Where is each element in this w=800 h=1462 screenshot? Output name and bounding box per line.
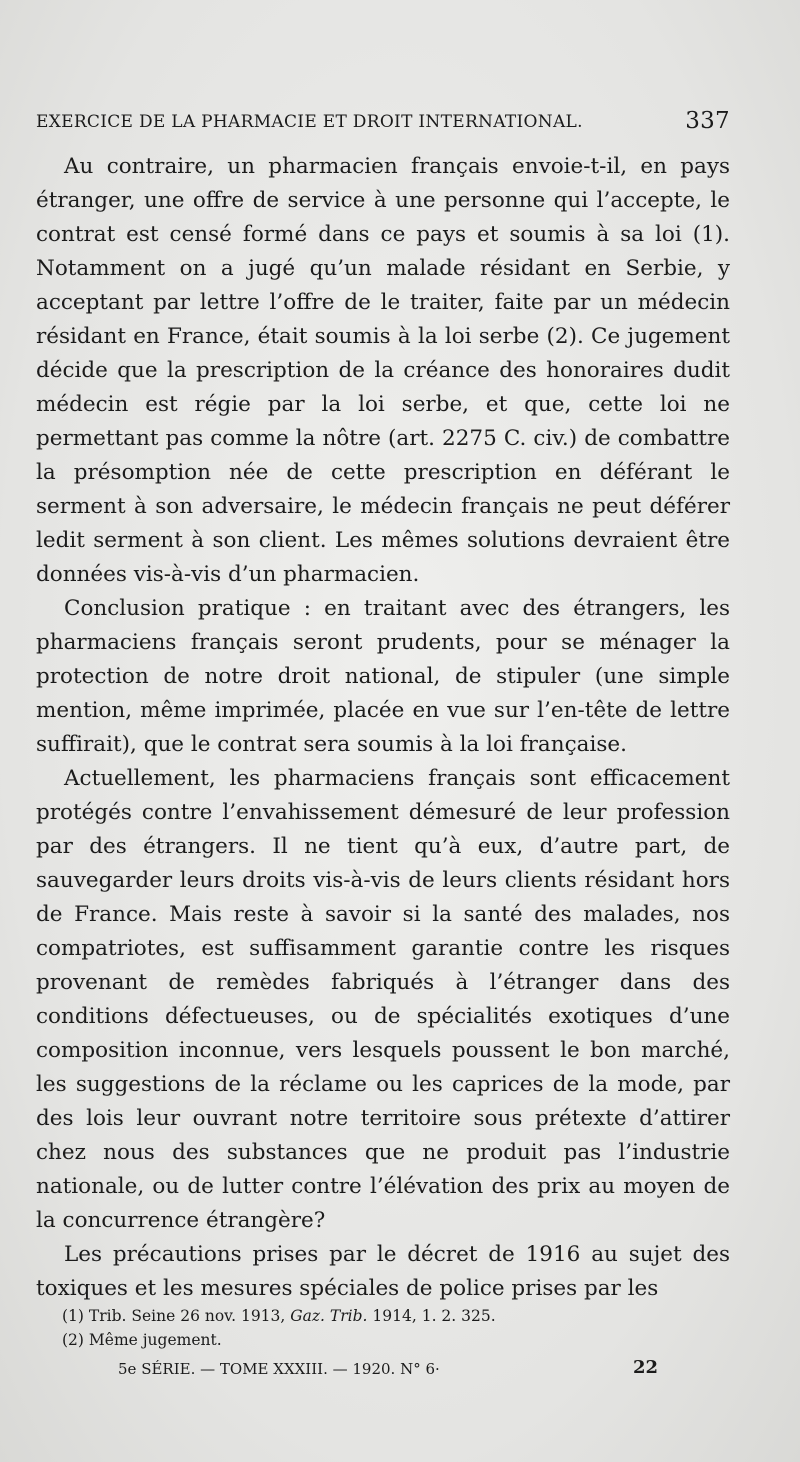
page-footer bbox=[118, 1357, 658, 1378]
footnote-journal: Gaz. Trib. bbox=[290, 1307, 368, 1325]
footnote bbox=[62, 1328, 730, 1352]
running-title: EXERCICE DE LA PHARMACIE ET DROIT INTERNATIONAL. bbox=[36, 112, 583, 132]
footnote-marker: (1) bbox=[62, 1307, 84, 1325]
footnotes bbox=[62, 1304, 730, 1352]
series-line: 5e SÉRIE. — TOME XXXIII. — 1920. N° 6· bbox=[118, 1360, 440, 1378]
paragraph: Les précautions prises par le décret de 1916 au sujet des toxiques et les mesures spéciales de police prises par les bbox=[36, 1242, 730, 1301]
body-text bbox=[36, 150, 730, 1306]
footnote-marker: (2) bbox=[62, 1331, 84, 1349]
footnote-text: Même jugement. bbox=[88, 1331, 222, 1349]
page-number: 337 bbox=[685, 108, 730, 134]
running-header bbox=[36, 108, 730, 134]
footnote-text: Trib. Seine 26 nov. 1913, bbox=[88, 1307, 286, 1325]
paragraph: Au contraire, un pharmacien français envoie-t-il, en pays étranger, une offre de service à une personne qui l’accepte, le contrat est censé formé dans ce pays et soumis à sa loi (1). Notamment on a jugé qu’un malade résidant en Serbie, y acceptant par lettre l’offre de le traiter, faite par un médecin résidant en France, était soumis à la loi serbe (2). Ce jugement décide que la prescription de la créance des honoraires dudit médecin est régie par la loi serbe, et que, cette loi ne permettant pas comme la nôtre (art. 2275 C. civ.) de combattre la présomption née de cette prescription en déférant le serment à son adversaire, le médecin français ne peut déférer ledit serment à son client. Les mêmes solutions devraient être données vis-à-vis d’un pharmacien. bbox=[36, 154, 730, 587]
paragraph: Actuellement, les pharmaciens français sont efficacement protégés contre l’envahissement démesuré de leur profession par des étrangers. Il ne tient qu’à eux, d’autre part, de sauvegarder leurs droits vis-à-vis de leurs clients résidant hors de France. Mais reste à savoir si la santé des malades, nos compatriotes, est suffisamment garantie contre les risques provenant de remèdes fabriqués à l’étranger dans des conditions défectueuses, ou de spécialités exotiques d’une composition inconnue, vers lesquels poussent le bon marché, les suggestions de la réclame ou les caprices de la mode, par des lois leur ouvrant notre territoire sous prétexte d’attirer chez nous des substances que ne produit pas l’industrie nationale, ou de lutter contre l’élévation des prix au moyen de la concurrence étrangère? bbox=[36, 766, 730, 1233]
signature-mark: 22 bbox=[632, 1357, 658, 1378]
footnote-citation: 1914, 1. 2. 325. bbox=[372, 1307, 496, 1325]
paragraph: Conclusion pratique : en traitant avec des étrangers, les pharmaciens français seront prudents, pour se ménager la protection de notre droit national, de stipuler (une simple mention, même imprimée, placée en vue sur l’en-tête de lettre suffirait), que le contrat sera soumis à la loi française. bbox=[36, 596, 730, 757]
footnote bbox=[62, 1304, 730, 1328]
